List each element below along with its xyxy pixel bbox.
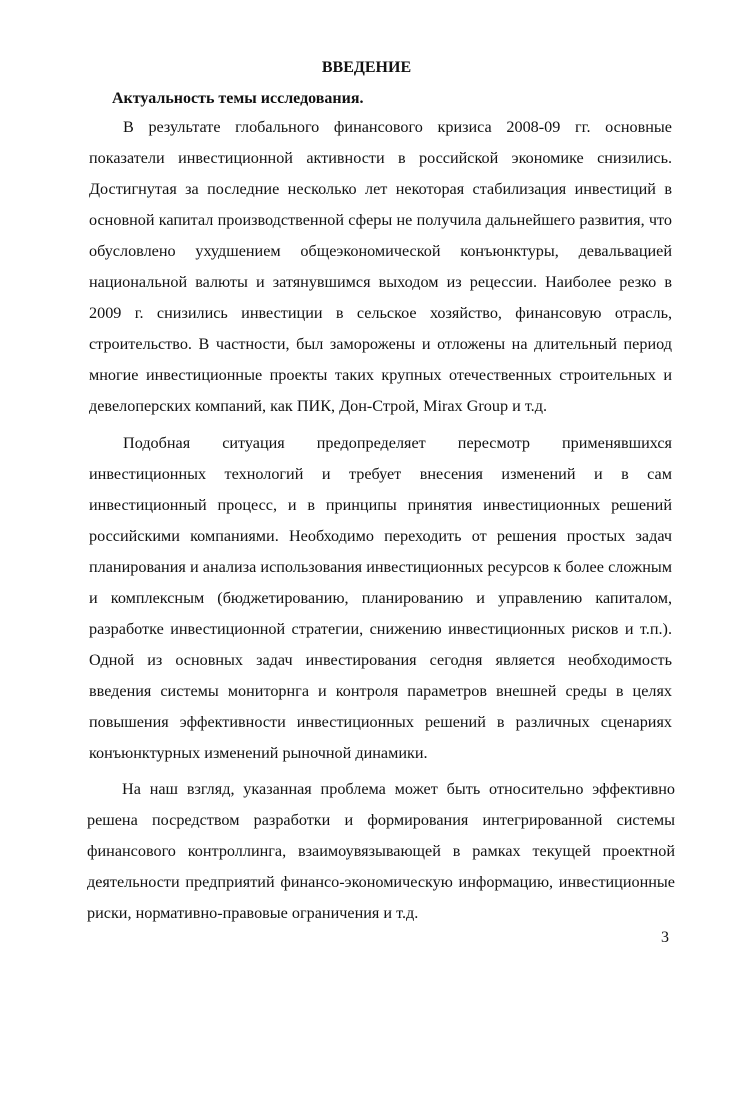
section-heading: ВВЕДЕНИЕ bbox=[321, 59, 412, 76]
subsection-heading: Актуальность темы исследования. bbox=[112, 90, 364, 107]
paragraph-2: Подобная ситуация предопределяет пересмотр применявшихся инвестиционных технологий и требует внесения изменений и в сам инвестиционный процесс, и в принципы принятия инвестиционных решений российскими компаниями. Необходимо переходить от решения простых задач планирования и анализа использования инвестиционных ресурсов к более сложным и комплексным (бюджетированию, планированию и управлению капиталом, разработке инвестиционной стратегии, снижению инвестиционных рисков и т.п.). Одной из основных задач инвестирования сегодня является необходимость введения системы мониторнга и контроля параметров внешней среды в целях повышения эффективности инвестиционных решений в различных сценариях конъюнктурных изменений рыночной динамики. bbox=[89, 434, 672, 762]
paragraph-1: В результате глобального финансового кризиса 2008-09 гг. основные показатели инвестиционной активности в российской экономике снизились. Достигнутая за последние несколько лет некоторая стабилизация инвестиций в основной капитал производственной сферы не получила дальнейшего развития, что обусловлено ухудшением общеэкономической конъюнктуры, девальвацией национальной валюты и затянувшимся выходом из рецессии. Наиболее резко в 2009 г. снизились инвестиции в сельское хозяйство, финансовую отрасль, строительство. В частности, был заморожены и отложены на длительный период многие инвестиционные проекты таких крупных отечественных строительных и девелоперских компаний, как ПИК, Дон-Строй, Mirax Group и т.д. bbox=[89, 118, 672, 415]
paragraph-3: На наш взгляд, указанная проблема может быть относительно эффективно решена посредством разработки и формирования интегрированной системы финансового контроллинга, взаимоувязывающей в рамках текущей проектной деятельности предприятий финансо-экономическую информацию, инвестиционные риски, нормативно-правовые ограничения и т.д. bbox=[87, 780, 675, 922]
page-number: 3 bbox=[661, 929, 669, 946]
